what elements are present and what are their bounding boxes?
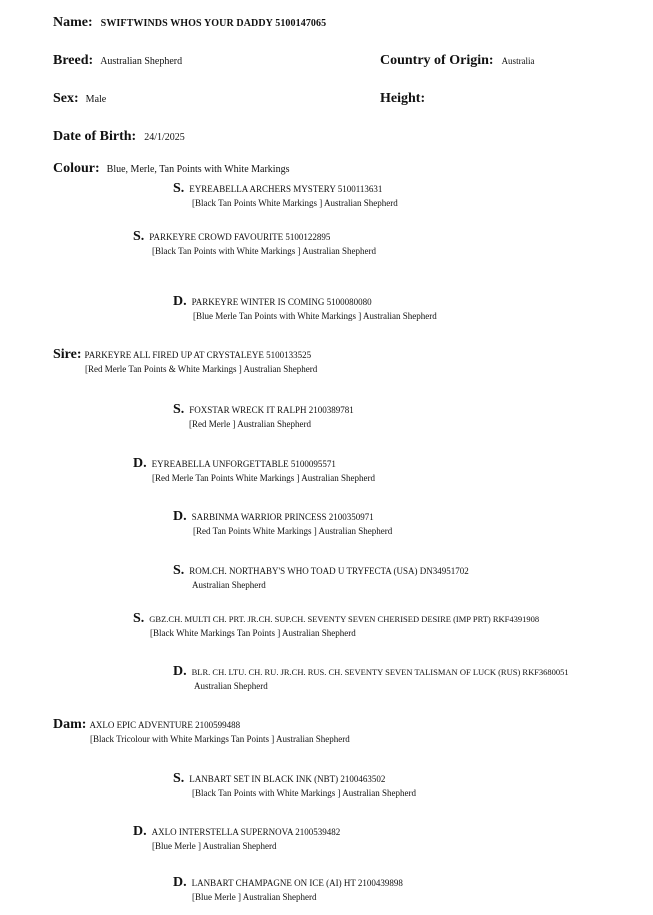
pedigree-dam-dam xyxy=(133,824,340,851)
pedigree-sire-dam-sire xyxy=(173,402,354,429)
pedigree-dog-name: SARBINMA WARRIOR PRINCESS 2100350971 xyxy=(191,512,374,522)
pedigree-dog-colour: [Red Merle ] Australian Shepherd xyxy=(189,419,311,429)
pedigree-dog-name: EYREABELLA UNFORGETTABLE 5100095571 xyxy=(151,459,336,469)
origin-field xyxy=(380,51,535,69)
pedigree-sire xyxy=(53,347,317,374)
colour-value: Blue, Merle, Tan Points with White Markings xyxy=(106,164,290,175)
pedigree-dam-dam-dam xyxy=(173,875,403,902)
breed-label: Breed: xyxy=(53,53,94,68)
sex-value: Male xyxy=(85,94,107,105)
pedigree-dog-name: LANBART SET IN BLACK INK (NBT) 2100463502 xyxy=(189,774,386,784)
pedigree-mark: S. xyxy=(133,611,145,626)
pedigree-sire-sire-dam xyxy=(173,294,437,321)
pedigree-dog-name: LANBART CHAMPAGNE ON ICE (AI) HT 2100439898 xyxy=(191,878,403,888)
breed-field xyxy=(53,51,182,69)
pedigree-mark: D. xyxy=(173,664,187,679)
origin-label: Country of Origin: xyxy=(380,53,494,68)
pedigree-dam-sire xyxy=(133,611,539,638)
pedigree-dog-name: EYREABELLA ARCHERS MYSTERY 5100113631 xyxy=(189,184,383,194)
pedigree-dog-colour: [Red Tan Points White Markings ] Australian Shepherd xyxy=(193,526,393,536)
pedigree-dog-name: AXLO EPIC ADVENTURE 2100599488 xyxy=(89,720,241,730)
pedigree-dog-name: BLR. CH. LTU. CH. RU. JR.CH. RUS. CH. SEVENTY SEVEN TALISMAN OF LUCK (RUS) RKF3680051 xyxy=(191,667,569,677)
name-field xyxy=(53,13,326,31)
pedigree-mark: S. xyxy=(173,402,185,417)
pedigree-mark: S. xyxy=(173,771,185,786)
dob-label: Date of Birth: xyxy=(53,129,137,144)
height-field xyxy=(380,89,425,107)
pedigree-dam-sire-sire xyxy=(173,563,469,590)
pedigree-sire-dam xyxy=(133,456,375,483)
pedigree-dog-name: FOXSTAR WRECK IT RALPH 2100389781 xyxy=(189,405,354,415)
pedigree-dam-sire-dam xyxy=(173,664,569,691)
pedigree-dog-name: GBZ.CH. MULTI CH. PRT. JR.CH. SUP.CH. SEVENTY SEVEN CHERISED DESIRE (IMP PRT) RKF4391908 xyxy=(149,614,540,624)
pedigree-dog-colour: [Red Merle Tan Points White Markings ] Australian Shepherd xyxy=(152,473,376,483)
pedigree-mark: S. xyxy=(173,563,185,578)
pedigree-dam xyxy=(53,717,350,744)
pedigree-mark: Dam: xyxy=(53,717,87,732)
dob-field xyxy=(53,127,185,145)
pedigree-dog-colour: [Black Tan Points with White Markings ] Australian Shepherd xyxy=(192,788,417,798)
pedigree-dog-name: PARKEYRE ALL FIRED UP AT CRYSTALEYE 5100133525 xyxy=(84,350,312,360)
pedigree-dog-name: PARKEYRE WINTER IS COMING 5100080080 xyxy=(191,297,372,307)
pedigree-dog-colour: [Black White Markings Tan Points ] Australian Shepherd xyxy=(150,628,356,638)
pedigree-dog-colour: [Red Merle Tan Points & White Markings ] Australian Shepherd xyxy=(85,364,318,374)
pedigree-mark: D. xyxy=(133,456,147,471)
colour-field xyxy=(53,159,289,177)
name-label: Name: xyxy=(53,15,93,30)
pedigree-mark: D. xyxy=(173,509,187,524)
dob-value: 24/1/2025 xyxy=(144,132,185,143)
name-value: SWIFTWINDS WHOS YOUR DADDY 5100147065 xyxy=(100,18,327,29)
pedigree-dog-colour: [Black Tan Points with White Markings ] Australian Shepherd xyxy=(152,246,377,256)
pedigree-mark: D. xyxy=(173,294,187,309)
pedigree-sire-sire-sire xyxy=(173,181,398,208)
pedigree-dog-name: ROM.CH. NORTHABY'S WHO TOAD U TRYFECTA (USA) DN34951702 xyxy=(189,566,469,576)
breed-value: Australian Shepherd xyxy=(100,56,183,67)
colour-label: Colour: xyxy=(53,161,100,176)
pedigree-dog-colour: [Blue Merle Tan Points with White Markings ] Australian Shepherd xyxy=(193,311,437,321)
pedigree-mark: S. xyxy=(133,229,145,244)
pedigree-mark: D. xyxy=(133,824,147,839)
pedigree-mark: S. xyxy=(173,181,185,196)
pedigree-mark: D. xyxy=(173,875,187,890)
sex-field xyxy=(53,89,106,107)
origin-value: Australia xyxy=(501,56,535,66)
pedigree-dog-colour: [Blue Merle ] Australian Shepherd xyxy=(152,841,277,851)
pedigree-dog-colour: [Blue Merle ] Australian Shepherd xyxy=(192,892,317,902)
pedigree-dog-colour: [Black Tricolour with White Markings Tan Points ] Australian Shepherd xyxy=(90,734,350,744)
pedigree-mark: Sire: xyxy=(53,347,82,362)
sex-label: Sex: xyxy=(53,91,79,106)
pedigree-dog-name: PARKEYRE CROWD FAVOURITE 5100122895 xyxy=(149,232,331,242)
pedigree-dog-colour: [Black Tan Points White Markings ] Australian Shepherd xyxy=(192,198,398,208)
pedigree-dam-dam-sire xyxy=(173,771,416,798)
pedigree-dog-name: AXLO INTERSTELLA SUPERNOVA 2100539482 xyxy=(151,827,341,837)
height-label: Height: xyxy=(380,91,426,106)
pedigree-sire-dam-dam xyxy=(173,509,392,536)
pedigree-dog-colour: Australian Shepherd xyxy=(194,681,268,691)
pedigree-sire-sire xyxy=(133,229,376,256)
pedigree-dog-colour: Australian Shepherd xyxy=(192,580,266,590)
